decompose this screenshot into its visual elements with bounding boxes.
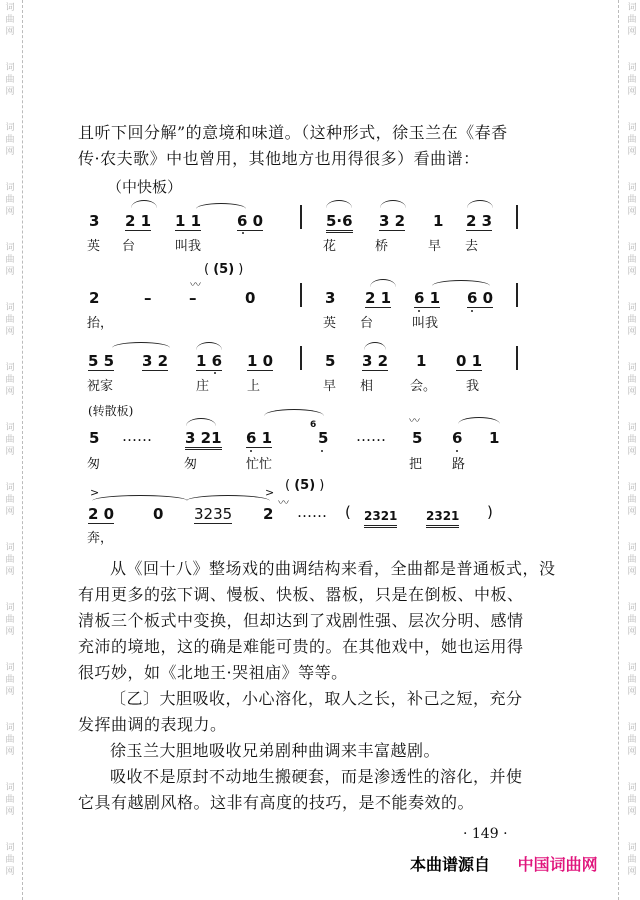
- low-octave-dot: [418, 310, 420, 312]
- watermark-text: 词 曲 网: [627, 123, 637, 157]
- watermark-text: 词 曲 网: [627, 3, 637, 37]
- watermark-text: 词 曲 网: [5, 123, 15, 157]
- source-label: 本曲谱源自: [410, 855, 491, 874]
- watermark-text: 词 曲 网: [627, 63, 637, 97]
- note: 1: [433, 212, 444, 230]
- watermark-text: 词 曲 网: [5, 603, 15, 637]
- low-octave-dot: [321, 450, 323, 452]
- note: 2 1: [125, 212, 152, 230]
- slur: [458, 417, 500, 424]
- lyric: 抬，: [87, 316, 114, 331]
- note: 6 0: [467, 289, 494, 307]
- note: 2: [89, 289, 100, 307]
- slur: [326, 200, 352, 208]
- lyric: 英: [323, 316, 337, 331]
- slur: [186, 418, 216, 426]
- trill-mark: 〰: [409, 414, 420, 427]
- watermark-text: 词 曲 网: [627, 303, 637, 337]
- dotted-extension: ……: [122, 427, 152, 445]
- body-paragraph-1: [78, 556, 558, 686]
- body-paragraph-4: [78, 764, 558, 816]
- bar-line: [300, 346, 302, 370]
- note: 5: [318, 429, 329, 447]
- note: 2321: [426, 508, 459, 528]
- note: 5·6: [326, 213, 353, 233]
- tempo-change-marking: (转散板): [88, 404, 134, 418]
- watermark-text: 词 曲 网: [627, 543, 637, 577]
- watermark-text: 词 曲 网: [5, 423, 15, 457]
- accent-mark: >: [265, 486, 275, 499]
- lyric: 桥: [375, 239, 389, 254]
- watermark-text: 词 曲 网: [5, 783, 15, 817]
- annotation-five: ( (5) ): [285, 478, 325, 493]
- low-octave-dot: [471, 310, 473, 312]
- lyric: 上: [247, 379, 261, 394]
- dotted-extension: ……: [356, 427, 386, 445]
- lyric: 匆: [184, 457, 198, 472]
- note: 3 2: [142, 352, 169, 370]
- body-line: 徐玉兰大胆地吸收兄弟剧种曲调来丰富越剧。: [110, 741, 441, 760]
- watermark-text: 词 曲 网: [627, 663, 637, 697]
- bar-line: [516, 205, 518, 229]
- slur: [380, 200, 406, 208]
- watermark-text: 词 曲 网: [627, 783, 637, 817]
- watermark-text: 词 曲 网: [627, 183, 637, 217]
- note: 5: [89, 429, 100, 447]
- slur: [196, 342, 222, 350]
- body-line: 吸收不是原封不动地生搬硬套，而是渗透性的溶化，并使: [110, 767, 523, 786]
- note: 1: [489, 429, 500, 447]
- accent-mark: >: [90, 486, 100, 499]
- slur: [264, 409, 324, 416]
- watermark-text: 词 曲 网: [5, 3, 15, 37]
- slur: [92, 495, 188, 501]
- note: 0: [245, 289, 256, 307]
- watermark-text: 词 曲 网: [627, 363, 637, 397]
- site-name-link[interactable]: 中国词曲网: [517, 855, 598, 874]
- watermark-text: 词 曲 网: [5, 483, 15, 517]
- close-paren: ): [487, 503, 493, 521]
- note: 1 6: [196, 352, 223, 370]
- lyric: 忙忙: [246, 457, 273, 472]
- lyric: 庄: [196, 379, 210, 394]
- lyric: 花: [323, 239, 337, 254]
- open-paren: (: [345, 503, 351, 521]
- lyric: 去: [465, 239, 479, 254]
- note: 2 0: [88, 505, 115, 523]
- source-footer: [410, 852, 598, 875]
- note: 2 3: [466, 212, 493, 230]
- note: 3 21: [185, 430, 222, 450]
- watermark-text: 词 曲 网: [5, 663, 15, 697]
- body-line: 充沛的境地，这的确是难能可贵的。在其他戏中，她也运用得: [78, 637, 524, 656]
- note: –: [189, 289, 197, 307]
- note: 2 1: [365, 289, 392, 307]
- bar-line: [300, 283, 302, 307]
- note: 6 0: [237, 212, 264, 230]
- lyric: 台: [360, 316, 374, 331]
- note: 5 5: [88, 352, 115, 370]
- note: –: [144, 289, 152, 307]
- watermark-text: 词 曲 网: [5, 543, 15, 577]
- watermark-text: 词 曲 网: [627, 843, 637, 877]
- body-line: 从《回十八》整场戏的曲调结构来看，全曲都是普通板式，没: [110, 559, 556, 578]
- slur: [186, 495, 270, 501]
- watermark-text: 词 曲 网: [5, 303, 15, 337]
- trill-mark: 〰: [190, 278, 201, 291]
- body-line: 有用更多的弦下调、慢板、快板、嚣板，只是在倒板、中板、: [78, 585, 524, 604]
- intro-line-1: 且听下回分解”的意境和味道。（这种形式，徐玉兰在《春香: [78, 123, 508, 142]
- body-line: 发挥曲调的表现力。: [78, 715, 227, 734]
- watermark-text: 词 曲 网: [627, 243, 637, 277]
- note: 1: [416, 352, 427, 370]
- watermark-text: 词 曲 网: [627, 723, 637, 757]
- note: 5: [325, 352, 336, 370]
- slur: [467, 200, 493, 208]
- annotation-five: ( (5) ): [204, 262, 244, 277]
- note: 3 2: [379, 212, 406, 230]
- lyric: 祝家: [87, 379, 114, 394]
- slur: [196, 203, 246, 209]
- slur: [364, 342, 386, 350]
- note: 6 1: [246, 429, 273, 447]
- watermark-text: 词 曲 网: [5, 183, 15, 217]
- lyric: 会。: [410, 379, 437, 394]
- lyric: 我: [466, 379, 480, 394]
- grace-note: 6: [310, 420, 317, 430]
- watermark-text: 词 曲 网: [5, 243, 15, 277]
- note: 3: [89, 212, 100, 230]
- low-octave-dot: [456, 450, 458, 452]
- lyric: 早: [428, 239, 442, 254]
- low-octave-dot: [242, 232, 244, 234]
- bar-line: [516, 346, 518, 370]
- body-paragraph-3: [78, 738, 558, 764]
- slur: [432, 280, 490, 286]
- watermark-text: 词 曲 网: [627, 423, 637, 457]
- tempo-marking: （中快板）: [107, 178, 183, 196]
- bar-line: [300, 205, 302, 229]
- lyric: 奔，: [87, 531, 114, 546]
- note: 3: [325, 289, 336, 307]
- lyric: 路: [452, 457, 466, 472]
- body-line: 〔乙〕大胆吸收，小心溶化，取人之长，补己之短，充分: [110, 689, 523, 708]
- note: 6: [452, 429, 463, 447]
- lyric: 英: [87, 239, 101, 254]
- page-number: · 149 ·: [463, 826, 508, 842]
- body-line: 清板三个板式中变换，但却达到了戏剧性强、层次分明、感情: [78, 611, 524, 630]
- lyric: 台: [122, 239, 136, 254]
- note: 2321: [364, 508, 397, 528]
- note: 6 1: [414, 289, 441, 307]
- note: 1 1: [175, 212, 202, 230]
- lyric: 早: [323, 379, 337, 394]
- lyric: 匆: [87, 457, 101, 472]
- note: 3235: [194, 505, 233, 523]
- note: 3 2: [362, 352, 389, 370]
- slur: [112, 342, 170, 348]
- slur: [370, 279, 396, 287]
- body-paragraph-2: [78, 686, 558, 738]
- low-octave-dot: [214, 372, 216, 374]
- trill-mark: 〰: [278, 496, 289, 509]
- lyric: 叫我: [412, 316, 439, 331]
- lyric: 把: [409, 457, 423, 472]
- watermark-text: 词 曲 网: [5, 363, 15, 397]
- watermark-text: 词 曲 网: [5, 63, 15, 97]
- lyric: 叫我: [175, 239, 202, 254]
- dotted-extension: ……: [297, 503, 327, 521]
- note: 1 0: [247, 352, 274, 370]
- bar-line: [516, 283, 518, 307]
- lyric: 相: [360, 379, 374, 394]
- body-line: 很巧妙，如《北地王·哭祖庙》等等。: [78, 663, 348, 682]
- note: 0 1: [456, 352, 483, 370]
- watermark-text: 词 曲 网: [5, 843, 15, 877]
- note: 0: [153, 505, 164, 523]
- slur: [131, 200, 157, 208]
- watermark-text: 词 曲 网: [627, 483, 637, 517]
- body-line: 它具有越剧风格。这非有高度的技巧，是不能奏效的。: [78, 793, 475, 812]
- intro-line-2: 传·农夫歌》中也曾用，其他地方也用得很多）看曲谱：: [78, 149, 480, 168]
- note: 5: [412, 429, 423, 447]
- low-octave-dot: [250, 450, 252, 452]
- watermark-text: 词 曲 网: [627, 603, 637, 637]
- note: 2: [263, 505, 274, 523]
- watermark-text: 词 曲 网: [5, 723, 15, 757]
